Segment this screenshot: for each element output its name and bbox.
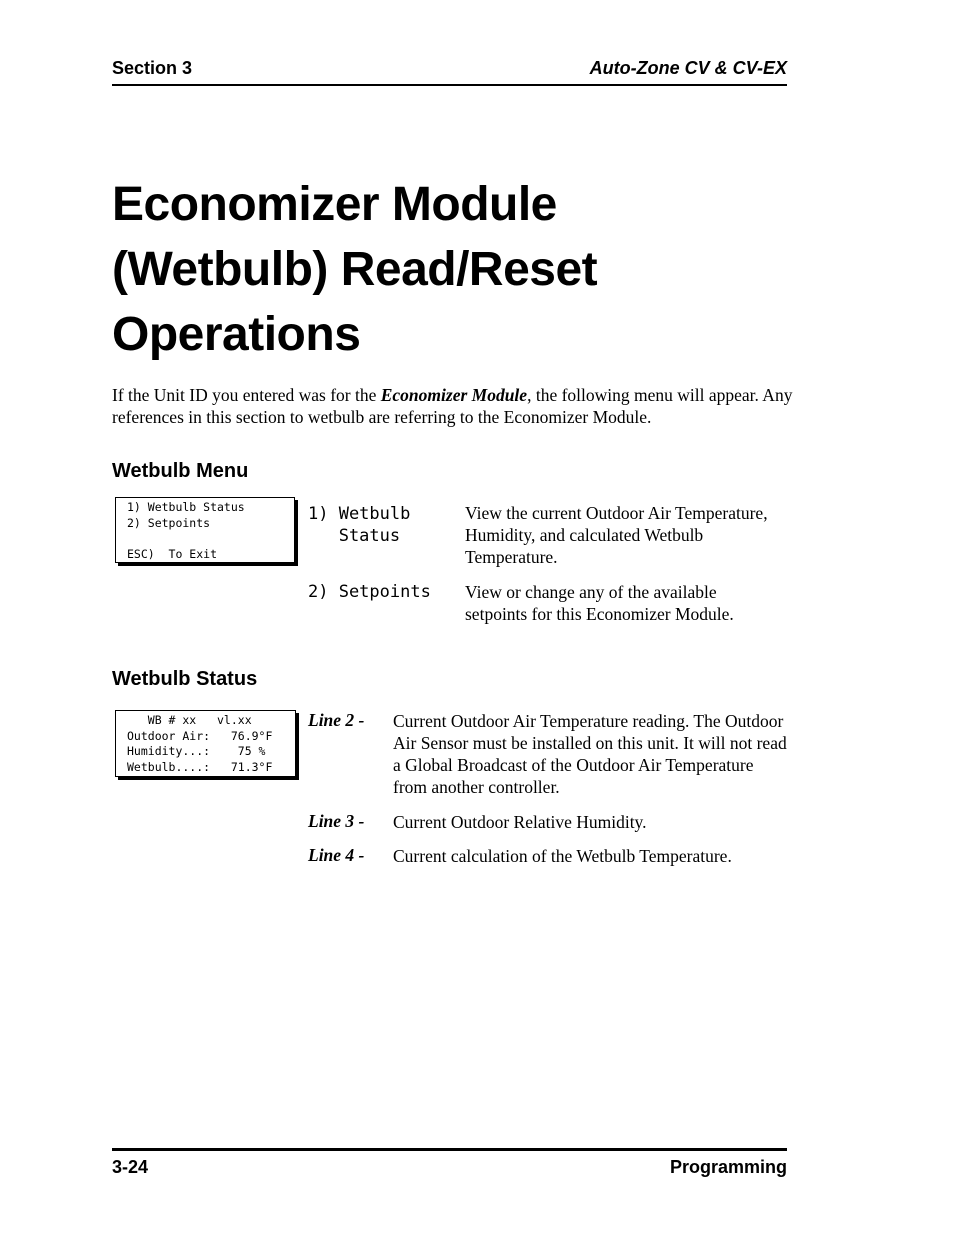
menu-item-1-key: 1) Wetbulb Status xyxy=(308,504,411,546)
intro-before: If the Unit ID you entered was for the xyxy=(112,385,381,405)
lcd-line: Wetbulb....: 71.3°F xyxy=(127,759,273,774)
chapter-label: Programming xyxy=(669,1157,787,1177)
intro-paragraph xyxy=(112,384,802,428)
menu-item-2-desc: View or change any of the available setpoints for this Economizer Module. xyxy=(465,582,734,624)
lcd-line: Humidity...: 75 % xyxy=(127,744,266,758)
line-3-label: Line 3 - xyxy=(308,811,365,831)
page-footer xyxy=(112,1148,787,1181)
line-2-desc: Current Outdoor Air Temperature reading. The Outdoor Air Sensor must be installed on this unit. It will not read a Global Broadcast of the Outdoor Air Temperature from another controller. xyxy=(393,711,787,797)
menu-item-1-desc: View the current Outdoor Air Temperature, Humidity, and calculated Wetbulb Temperature. xyxy=(465,503,768,567)
lcd-line: WB # xx vl.xx xyxy=(127,713,252,727)
intro-emphasis: Economizer Module xyxy=(380,385,528,405)
lcd-line xyxy=(127,531,294,547)
wetbulb-status-lcd xyxy=(115,710,296,777)
title-line-1: Economizer Module xyxy=(112,178,557,231)
line-2-label: Line 2 - xyxy=(308,710,365,730)
title-line-3: Operations xyxy=(112,308,361,361)
lcd-line: 2) Setpoints xyxy=(127,515,211,530)
line-4-label: Line 4 - xyxy=(308,845,365,865)
wetbulb-status-heading: Wetbulb Status xyxy=(112,668,258,690)
product-label: Auto-Zone CV & CV-EX xyxy=(589,58,787,78)
page-number: 3-24 xyxy=(112,1157,149,1177)
lcd-line: Outdoor Air: 76.9°F xyxy=(127,728,273,743)
page-header xyxy=(112,58,787,86)
page-title xyxy=(112,172,812,367)
wetbulb-menu-heading: Wetbulb Menu xyxy=(112,460,249,482)
wetbulb-menu-lcd xyxy=(115,497,295,563)
lcd-line: 1) Wetbulb Status xyxy=(127,500,245,514)
menu-item-2-key: 2) Setpoints xyxy=(308,582,431,602)
section-label: Section 3 xyxy=(112,58,193,78)
lcd-line: ESC) To Exit xyxy=(127,546,218,561)
title-line-2: (Wetbulb) Read/Reset xyxy=(112,243,598,296)
intro-after: , the following menu will appear. Any references in this section to wetbulb are referring to the Economizer Module. xyxy=(112,385,793,427)
line-3-desc: Current Outdoor Relative Humidity. xyxy=(393,812,647,832)
line-4-desc: Current calculation of the Wetbulb Temperature. xyxy=(393,846,732,866)
